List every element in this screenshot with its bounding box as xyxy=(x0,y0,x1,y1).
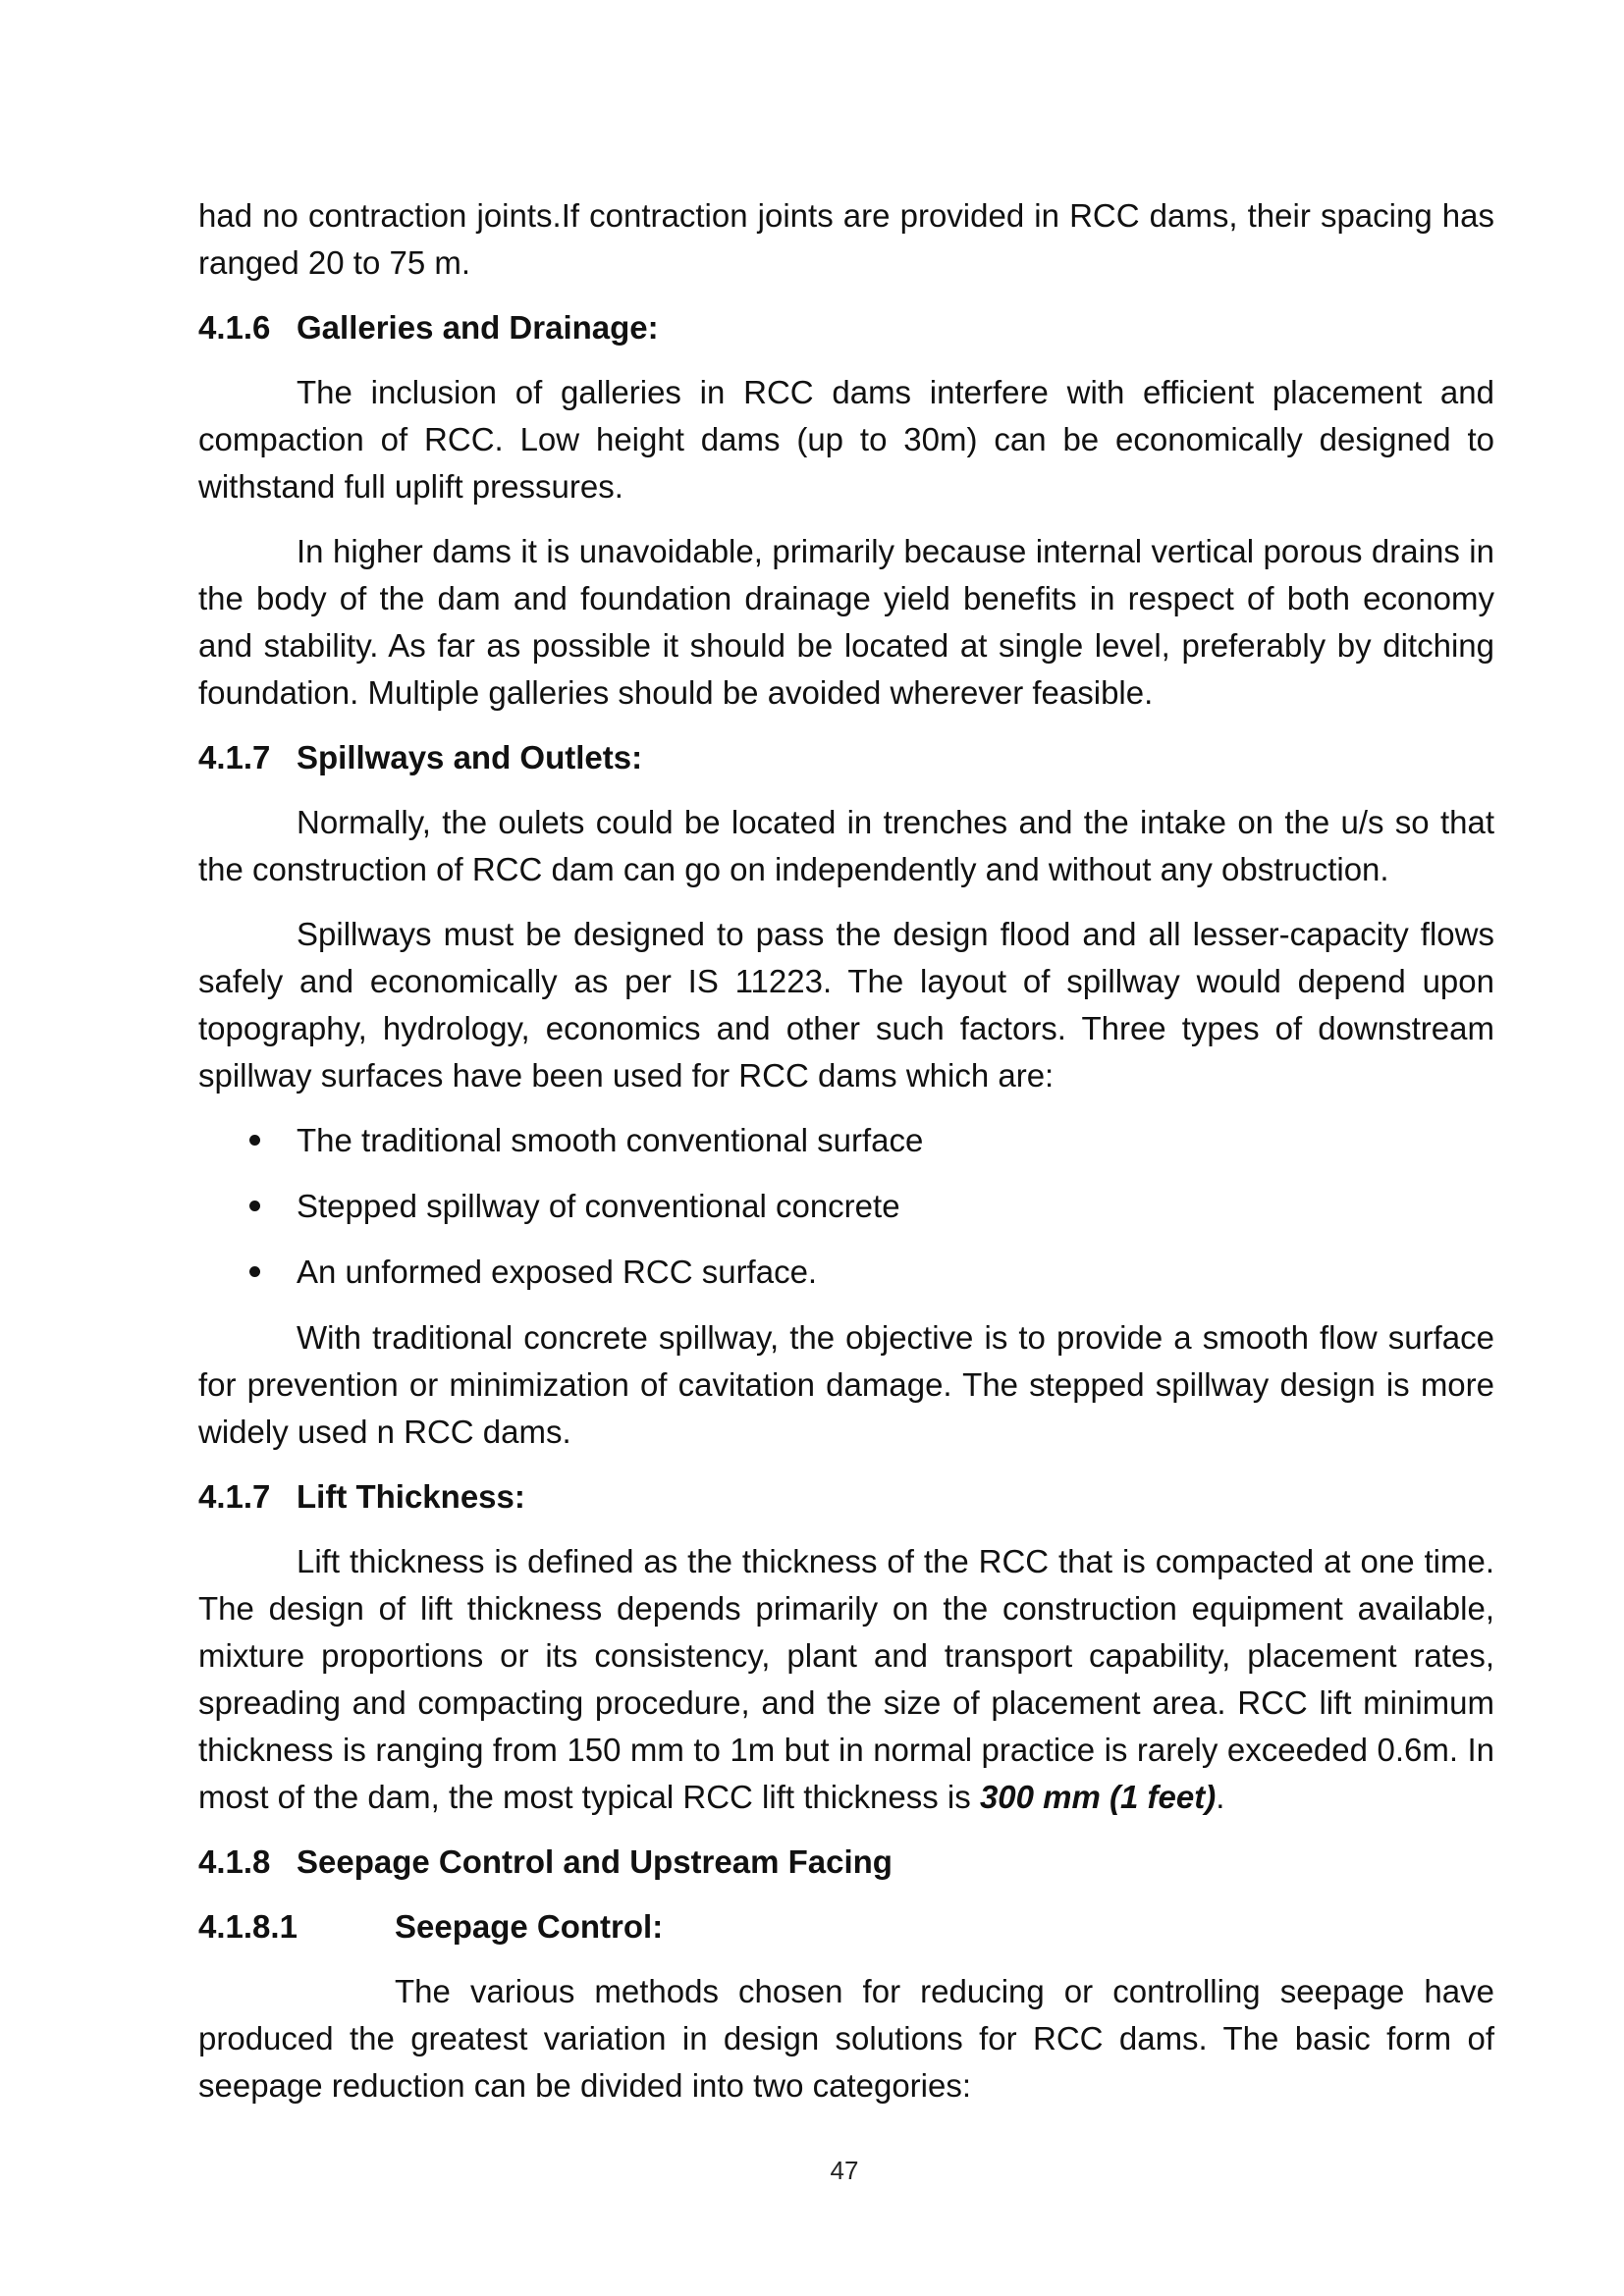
paragraph-contraction-joints: had no contraction joints.If contraction joints are provided in RCC dams, their spacing has ranged 20 to 75 m. xyxy=(198,197,1494,281)
paragraph-seepage-control: The various methods chosen for reducing or controlling seepage have produced the greatest variation in design solutions for RCC dams. The basic form of seepage reduction can be divided into two categories: xyxy=(198,1973,1494,2104)
heading-spillways-outlets xyxy=(198,734,1494,781)
bullet-icon xyxy=(249,1201,260,1211)
paragraph-outlets: Normally, the oulets could be located in trenches and the intake on the u/s so that the construction of RCC dam can go on independently and without any obstruction. xyxy=(198,804,1494,887)
spillway-surface-list xyxy=(198,1117,1494,1296)
sentence-end: . xyxy=(1216,1779,1225,1815)
paragraph-galleries-2: In higher dams it is unavoidable, primarily because internal vertical porous drains in the body of the dam and foundation drainage yield benefits in respect of both economy and stability. As far as possible it should be located at single level, preferably by ditching foundation. Multiple galleries should be avoided wherever feasible. xyxy=(198,533,1494,711)
paragraph-spillways: Spillways must be designed to pass the design flood and all lesser-capacity flows safely and economically as per IS 11223. The layout of spillway would depend upon topography, hydrology, economics and other such factors. Three types of downstream spillway surfaces have been used for RCC dams which are: xyxy=(198,916,1494,1094)
emphasis-300mm: 300 mm (1 feet) xyxy=(979,1779,1217,1815)
list-item-text: The traditional smooth conventional surface xyxy=(297,1122,924,1158)
section-number: 4.1.8 xyxy=(198,1843,271,1880)
list-item-text: Stepped spillway of conventional concrete xyxy=(297,1188,900,1224)
section-title: Seepage Control and Upstream Facing xyxy=(297,1843,893,1880)
list-item-text: An unformed exposed RCC surface. xyxy=(297,1254,818,1290)
section-title: Seepage Control: xyxy=(395,1908,664,1945)
heading-galleries-drainage xyxy=(198,304,1494,351)
paragraph-traditional-spillway: With traditional concrete spillway, the objective is to provide a smooth flow surface for prevention or minimization of cavitation damage. The stepped spillway design is more widely used n RCC dams. xyxy=(198,1319,1494,1450)
section-number: 4.1.6 xyxy=(198,309,271,346)
section-title: Lift Thickness: xyxy=(297,1478,525,1515)
heading-seepage-control xyxy=(198,1903,1494,1950)
section-title: Spillways and Outlets: xyxy=(297,739,643,775)
section-title: Galleries and Drainage: xyxy=(297,309,659,346)
section-number: 4.1.8.1 xyxy=(198,1908,298,1945)
heading-lift-thickness xyxy=(198,1473,1494,1521)
list-item xyxy=(198,1183,1494,1230)
paragraph-galleries-1: The inclusion of galleries in RCC dams interfere with efficient placement and compaction of RCC. Low height dams (up to 30m) can be economically designed to withstand full uplift pressures. xyxy=(198,374,1494,505)
section-number: 4.1.7 xyxy=(198,739,271,775)
page-body xyxy=(198,192,1494,2127)
lift-thickness-text: Lift thickness is defined as the thickness of the RCC that is compacted at one time. The design of lift thickness depends primarily on the construction equipment available, mixture proportions or its consistency, plant and transport capability, placement rates, spreading and compacting procedure, and the size of placement area. RCC lift minimum thickness is ranging from 150 mm to 1m but in normal practice is rarely exceeded 0.6m. In most of the dam, the most typical RCC lift thickness is xyxy=(198,1543,1494,1815)
bullet-icon xyxy=(249,1135,260,1146)
list-item xyxy=(198,1249,1494,1296)
section-number: 4.1.7 xyxy=(198,1478,271,1515)
page-number: 47 xyxy=(830,2156,859,2185)
paragraph-lift-thickness xyxy=(198,1538,1494,1821)
list-item xyxy=(198,1117,1494,1164)
heading-seepage-upstream-facing xyxy=(198,1839,1494,1886)
bullet-icon xyxy=(249,1266,260,1277)
